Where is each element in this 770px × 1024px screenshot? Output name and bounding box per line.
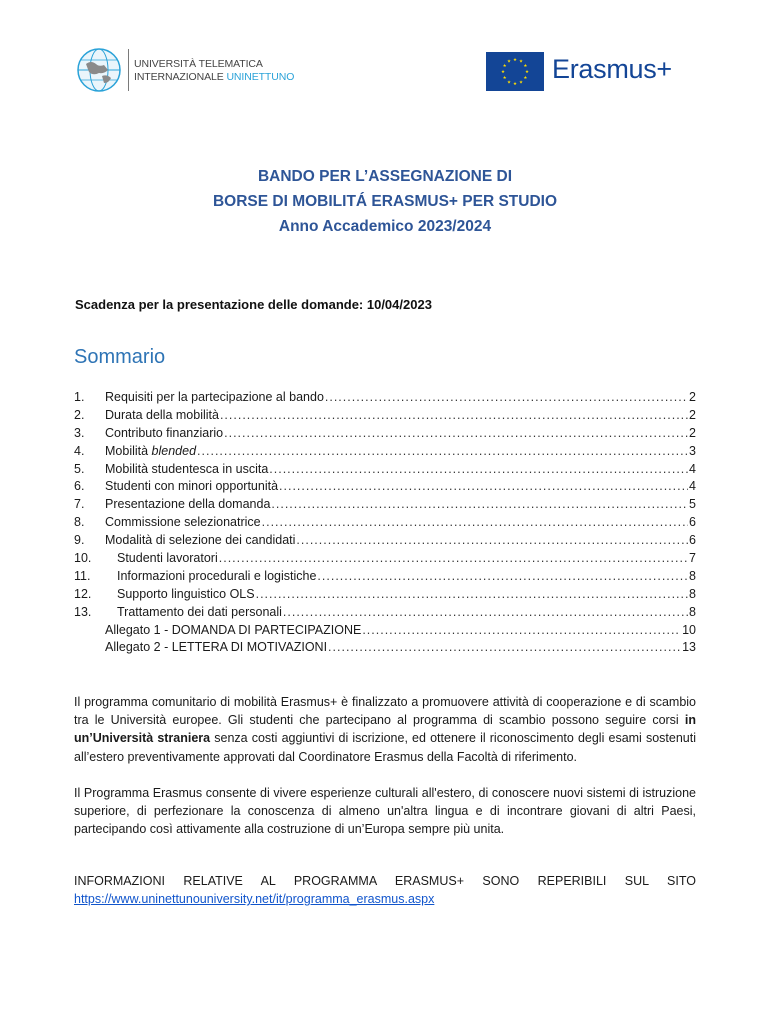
toc-entry-page: 6 (689, 515, 696, 530)
toc-entry-label: Studenti lavoratori (117, 551, 218, 566)
toc-entry-number: 8. (74, 515, 85, 530)
program-paragraph: Il Programma Erasmus consente di vivere esperienze culturali all'estero, di conoscere nuovi sistemi di istruzione superiore, di perfezionare la conoscenza di almeno un'altra lingua e di incontrare giovani di altri Paesi, partecipando così attivamente alla costruzione di un’Europa sempre più unita. (74, 786, 696, 837)
toc-entry-label: Informazioni procedurali e logistiche (117, 568, 317, 583)
info-link-line (74, 890, 696, 908)
toc-entry[interactable] (74, 533, 696, 551)
page-title-line3: Anno Accademico 2023/2024 (278, 218, 492, 235)
program-link[interactable]: https://www.uninettunouniversity.net/it/programma_erasmus.aspx (74, 892, 435, 906)
toc-entry-label: Mobilità studentesca in uscita (105, 461, 269, 476)
university-name-line2-prefix: INTERNAZIONALE (134, 71, 227, 83)
toc-entry-page: 2 (689, 390, 696, 404)
toc-entry[interactable] (74, 605, 696, 623)
toc-entry-number: 5. (74, 461, 85, 476)
toc-entry[interactable] (74, 569, 696, 587)
toc-leader-dots (219, 551, 688, 565)
toc-leader-dots (269, 462, 688, 476)
toc-entry-number: 12. (74, 586, 92, 601)
toc-entry-page: 6 (689, 533, 696, 548)
toc-leader-dots (325, 390, 688, 404)
eu-star-icon: ★ (512, 58, 518, 64)
eu-star-icon: ★ (518, 80, 524, 86)
toc-entry-page: 4 (689, 461, 696, 476)
toc-entry-number: 11. (74, 568, 91, 583)
intro-paragraph (74, 693, 696, 766)
toc-entry-label: Allegato 2 - LETTERA DI MOTIVAZIONI (105, 640, 328, 655)
toc-entry[interactable] (74, 462, 696, 480)
toc-entry[interactable] (74, 587, 696, 605)
info-paragraph: INFORMAZIONI RELATIVE AL PROGRAMMA ERASMUS+ SONO REPERIBILI SUL SITO (74, 874, 696, 888)
eu-star-icon: ★ (518, 59, 524, 65)
eu-star-icon: ★ (502, 76, 507, 82)
university-logo (76, 47, 316, 97)
toc-entry[interactable] (74, 640, 696, 658)
eu-star-icon: ★ (524, 70, 530, 76)
toc-entry-page: 7 (689, 551, 696, 566)
eu-star-icon: ★ (502, 64, 507, 70)
toc-entry-label-italic: blended (151, 443, 197, 458)
eu-star-icon: ★ (523, 76, 528, 82)
toc-entry[interactable] (74, 515, 696, 533)
toc-entry[interactable] (74, 390, 696, 408)
toc-leader-dots (362, 623, 681, 637)
toc-entry-page: 3 (689, 443, 696, 458)
toc-entry-number: 2. (74, 407, 85, 422)
toc-entry-page: 8 (689, 586, 696, 601)
intro-text-end: senza costi aggiuntivi di iscrizione, ed ottenere il riconoscimento degli esami sostenuti all’estero preventivamente approvati dal Coordinatore Erasmus della Facoltà di riferimento. (74, 731, 696, 764)
toc-entry-label: Presentazione della domanda (105, 497, 271, 512)
toc-leader-dots (279, 479, 688, 493)
eu-flag-icon (486, 52, 544, 91)
toc-entry-label: Contributo finanziario (105, 425, 224, 440)
toc-entry-label-prefix: Mobilità (105, 443, 152, 458)
toc-leader-dots (220, 408, 688, 422)
toc-entry-label: Modalità di selezione dei candidati (105, 533, 296, 548)
toc-entry-page: 8 (689, 604, 696, 619)
toc-entry[interactable] (74, 426, 696, 444)
toc-entry[interactable] (74, 479, 696, 497)
toc-leader-dots (328, 640, 681, 654)
toc-entry-number: 1. (74, 390, 85, 404)
university-name-line2 (134, 71, 294, 83)
university-name-line1: UNIVERSITÀ TELEMATICA (134, 58, 263, 70)
globe-logo-icon (76, 47, 122, 93)
university-name-accent: UNINETTUNO (226, 71, 295, 83)
toc-entry-page: 5 (689, 497, 696, 512)
toc-entry-page: 10 (682, 622, 696, 637)
page-title-line1: BANDO PER L’ASSEGNAZIONE DI (257, 168, 513, 185)
eu-star-icon: ★ (523, 64, 528, 70)
eu-star-icon: ★ (500, 70, 506, 76)
toc-entry-page: 13 (682, 640, 696, 655)
toc-entry[interactable] (74, 551, 696, 569)
eu-star-icon: ★ (512, 82, 518, 88)
erasmus-logo (486, 52, 686, 92)
page-title-line2: BORSE DI MOBILITÁ ERASMUS+ PER STUDIO (212, 193, 558, 210)
toc-entry-label: Studenti con minori opportunità (105, 479, 279, 494)
toc-entry-number: 6. (74, 479, 85, 494)
toc-leader-dots (296, 533, 688, 547)
toc-leader-dots (256, 587, 688, 601)
toc-entry-page: 2 (689, 425, 696, 440)
toc-entry-page: 8 (689, 568, 696, 583)
table-of-contents (74, 390, 696, 658)
intro-text-bold: in un’Università straniera (74, 713, 696, 746)
toc-leader-dots (317, 569, 688, 583)
logo-divider (128, 49, 129, 91)
eu-star-icon: ★ (506, 59, 512, 65)
toc-entry-label: Durata della mobilità (105, 407, 219, 422)
toc-entry-number: 9. (74, 533, 85, 548)
toc-leader-dots (224, 426, 688, 440)
toc-entry-number: 10. (74, 551, 92, 566)
toc-entry[interactable] (74, 497, 696, 515)
toc-leader-dots (271, 497, 688, 511)
intro-text-start: Il programma comunitario di mobilità Erasmus+ è finalizzato a promuovere attività di cooperazione e di scambio tra le Università europee. Gli studenti che partecipano al programma di scambio possono seguire corsi (74, 695, 696, 728)
deadline-text: Scadenza per la presentazione delle domande: 10/04/2023 (75, 297, 432, 312)
toc-entry-page: 2 (689, 407, 696, 422)
toc-entry-label: Allegato 1 - DOMANDA DI PARTECIPAZIONE (105, 622, 362, 637)
toc-entry-number: 3. (74, 425, 85, 440)
toc-leader-dots (262, 515, 688, 529)
toc-leader-dots (283, 605, 688, 619)
eu-star-icon: ★ (506, 80, 512, 86)
toc-entry-label: Supporto linguistico OLS (117, 586, 255, 601)
toc-entry-label: Trattamento dei dati personali (117, 604, 282, 619)
toc-entry-label: Commissione selezionatrice (105, 515, 261, 530)
toc-entry[interactable] (74, 444, 696, 462)
toc-heading: Sommario (74, 346, 166, 368)
erasmus-logo-text: Erasmus+ (552, 54, 672, 84)
toc-entry-number: 7. (74, 497, 85, 512)
toc-entry-page: 4 (689, 479, 696, 494)
toc-entry-number: 13. (74, 604, 92, 619)
toc-entry-label (105, 444, 196, 458)
toc-leader-dots (197, 444, 688, 458)
toc-entry-number: 4. (74, 443, 85, 458)
toc-entry[interactable] (74, 623, 696, 641)
toc-entry-label: Requisiti per la partecipazione al bando (105, 390, 324, 404)
toc-entry[interactable] (74, 408, 696, 426)
